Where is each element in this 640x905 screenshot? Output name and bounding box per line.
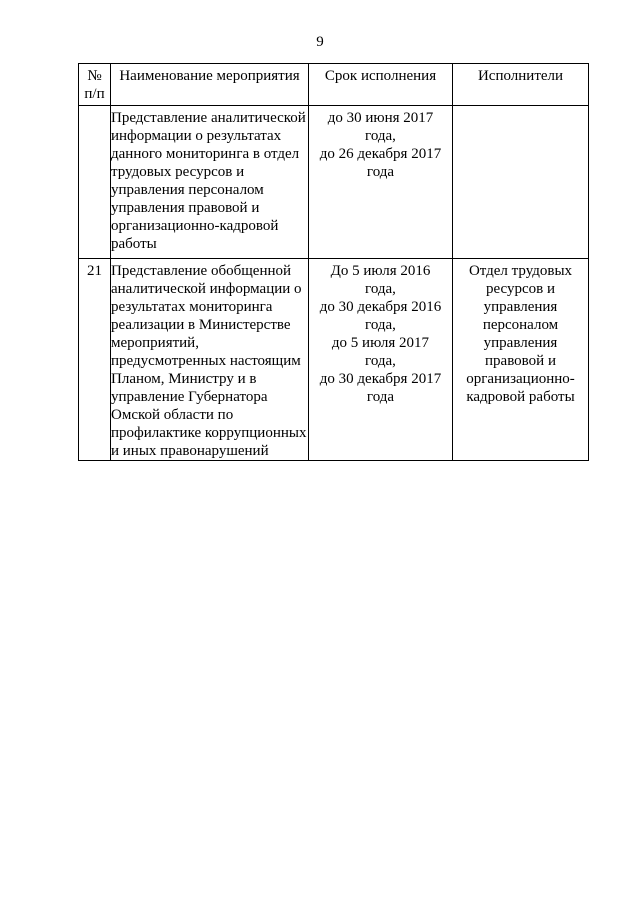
header-executors: Исполнители [453,64,589,106]
header-number [79,64,111,106]
deadline-cell [309,259,453,461]
executor-line: правовой и [485,353,556,369]
event-name-cell [111,259,309,461]
event-name-line: Представление обобщенной [111,263,292,279]
deadline-cell [309,106,453,259]
event-name-line: управление Губернатора [111,389,268,405]
event-name-line: информации о результатах [111,128,282,144]
event-name-line: Омской области по [111,407,234,423]
executors-cell [453,106,589,259]
page-number: 9 [316,34,324,50]
event-name-line: данного мониторинга в отдел [111,146,300,162]
executor-line: управления [483,299,558,315]
event-name-cell [111,106,309,259]
event-name-line: профилактике коррупционных [111,425,307,441]
event-name-line: мероприятий, [111,335,199,351]
table-header-row [79,64,589,106]
event-name-line: аналитической информации о [111,281,302,297]
deadline-line: до 30 декабря 2017 [319,371,442,387]
executor-line: Отдел трудовых [468,263,573,279]
table-row [79,259,589,461]
event-name-line: организационно-кадровой [111,218,279,234]
event-name-line: работы [111,236,157,252]
executor-line: кадровой работы [466,389,575,405]
event-name-line: реализации в Министерстве [111,317,291,333]
plan-table [78,63,589,461]
deadline-line: года, [365,128,396,144]
table-row [79,106,589,259]
executors-cell [453,259,589,461]
event-name-line: Планом, Министру и в [111,371,257,387]
deadline-line: года, [365,281,396,297]
deadline-line: до 5 июля 2017 [331,335,430,351]
header-number-symbol: № [87,68,102,84]
row-number: 21 [79,259,111,461]
deadline-line: года [366,389,395,405]
deadline-line: до 26 декабря 2017 [319,146,442,162]
event-name-line: управления правовой и [111,200,260,216]
executor-line: персоналом [482,317,559,333]
row-number [79,106,111,259]
header-deadline: Срок исполнения [309,64,453,106]
deadline-line: до 30 июня 2017 [327,110,434,126]
header-event-name: Наименование мероприятия [111,64,309,106]
deadline-line: года, [365,317,396,333]
header-number-abbr: п/п [84,86,105,102]
event-name-line: трудовых ресурсов и [111,164,245,180]
event-name-line: Представление аналитической [111,110,306,126]
deadline-line: до 30 декабря 2016 [319,299,442,315]
event-name-line: управления персоналом [111,182,264,198]
executor-line: управления [483,335,558,351]
deadline-line: года, [365,353,396,369]
executor-line: ресурсов и [485,281,555,297]
deadline-line: До 5 июля 2016 [330,263,431,279]
deadline-line: года [366,164,395,180]
event-name-line: и иных правонарушений [111,443,269,459]
event-name-line: результатах мониторинга [111,299,273,315]
executor-line: организационно- [466,371,575,387]
event-name-line: предусмотренных настоящим [111,353,301,369]
